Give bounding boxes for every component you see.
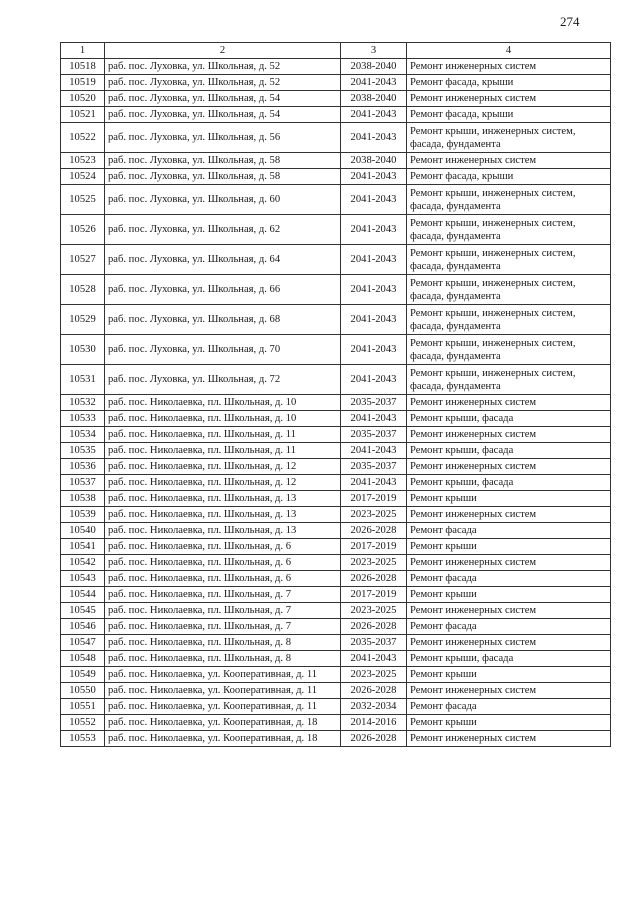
- table-row: [61, 185, 611, 215]
- cell-period: 2035-2037: [341, 427, 407, 443]
- cell-number: 10538: [61, 491, 105, 507]
- cell-work: Ремонт фасада, крыши: [407, 75, 611, 91]
- cell-number: 10525: [61, 185, 105, 215]
- cell-work: Ремонт крыши: [407, 667, 611, 683]
- cell-period: 2023-2025: [341, 507, 407, 523]
- cell-work: Ремонт крыши: [407, 587, 611, 603]
- cell-number: 10518: [61, 59, 105, 75]
- cell-address: раб. пос. Николаевка, пл. Школьная, д. 6: [105, 555, 341, 571]
- table-row: [61, 651, 611, 667]
- table-row: [61, 275, 611, 305]
- cell-number: 10526: [61, 215, 105, 245]
- cell-number: 10552: [61, 715, 105, 731]
- cell-work: Ремонт крыши, инженерных систем, фасада, фундамента: [407, 335, 611, 365]
- table-row: [61, 619, 611, 635]
- cell-number: 10535: [61, 443, 105, 459]
- cell-address: раб. пос. Луховка, ул. Школьная, д. 52: [105, 59, 341, 75]
- cell-number: 10522: [61, 123, 105, 153]
- cell-work: Ремонт крыши: [407, 715, 611, 731]
- cell-address: раб. пос. Николаевка, пл. Школьная, д. 13: [105, 507, 341, 523]
- table-row: [61, 699, 611, 715]
- table-row: [61, 411, 611, 427]
- table-row: [61, 245, 611, 275]
- cell-address: раб. пос. Николаевка, пл. Школьная, д. 10: [105, 411, 341, 427]
- cell-work: Ремонт крыши, фасада: [407, 475, 611, 491]
- cell-period: 2014-2016: [341, 715, 407, 731]
- cell-period: 2041-2043: [341, 75, 407, 91]
- table-row: [61, 443, 611, 459]
- table-row: [61, 365, 611, 395]
- table-row: [61, 715, 611, 731]
- cell-period: 2026-2028: [341, 731, 407, 747]
- table-row: [61, 587, 611, 603]
- cell-work: Ремонт инженерных систем: [407, 555, 611, 571]
- cell-address: раб. пос. Луховка, ул. Школьная, д. 66: [105, 275, 341, 305]
- cell-number: 10530: [61, 335, 105, 365]
- table-row: [61, 539, 611, 555]
- table-header: [61, 43, 611, 59]
- cell-period: 2017-2019: [341, 587, 407, 603]
- cell-address: раб. пос. Николаевка, ул. Кооперативная, д. 11: [105, 683, 341, 699]
- cell-number: 10520: [61, 91, 105, 107]
- table-row: [61, 731, 611, 747]
- cell-work: Ремонт крыши, инженерных систем, фасада, фундамента: [407, 123, 611, 153]
- cell-work: Ремонт инженерных систем: [407, 59, 611, 75]
- table-row: [61, 153, 611, 169]
- cell-address: раб. пос. Николаевка, пл. Школьная, д. 13: [105, 523, 341, 539]
- cell-address: раб. пос. Николаевка, пл. Школьная, д. 6: [105, 539, 341, 555]
- cell-period: 2041-2043: [341, 169, 407, 185]
- cell-period: 2041-2043: [341, 107, 407, 123]
- table-row: [61, 59, 611, 75]
- column-header-period: 3: [341, 43, 407, 59]
- cell-work: Ремонт крыши, инженерных систем, фасада, фундамента: [407, 185, 611, 215]
- page-number: 274: [560, 14, 580, 29]
- table-row: [61, 91, 611, 107]
- cell-number: 10547: [61, 635, 105, 651]
- cell-period: 2023-2025: [341, 603, 407, 619]
- table-row: [61, 107, 611, 123]
- cell-number: 10549: [61, 667, 105, 683]
- cell-work: Ремонт крыши, инженерных систем, фасада, фундамента: [407, 305, 611, 335]
- table-row: [61, 475, 611, 491]
- cell-work: Ремонт фасада, крыши: [407, 107, 611, 123]
- cell-address: раб. пос. Луховка, ул. Школьная, д. 60: [105, 185, 341, 215]
- cell-work: Ремонт инженерных систем: [407, 153, 611, 169]
- cell-address: раб. пос. Николаевка, пл. Школьная, д. 7: [105, 603, 341, 619]
- cell-address: раб. пос. Николаевка, ул. Кооперативная, д. 11: [105, 699, 341, 715]
- cell-work: Ремонт инженерных систем: [407, 635, 611, 651]
- cell-period: 2041-2043: [341, 305, 407, 335]
- cell-number: 10524: [61, 169, 105, 185]
- cell-period: 2017-2019: [341, 491, 407, 507]
- cell-period: 2041-2043: [341, 443, 407, 459]
- cell-number: 10537: [61, 475, 105, 491]
- cell-period: 2041-2043: [341, 245, 407, 275]
- column-header-number: 1: [61, 43, 105, 59]
- cell-number: 10548: [61, 651, 105, 667]
- cell-number: 10533: [61, 411, 105, 427]
- table-row: [61, 395, 611, 411]
- cell-address: раб. пос. Луховка, ул. Школьная, д. 72: [105, 365, 341, 395]
- cell-address: раб. пос. Николаевка, пл. Школьная, д. 13: [105, 491, 341, 507]
- cell-period: 2038-2040: [341, 59, 407, 75]
- table-row: [61, 123, 611, 153]
- table-row: [61, 571, 611, 587]
- cell-number: 10545: [61, 603, 105, 619]
- column-header-address: 2: [105, 43, 341, 59]
- cell-number: 10532: [61, 395, 105, 411]
- cell-address: раб. пос. Луховка, ул. Школьная, д. 54: [105, 91, 341, 107]
- cell-number: 10519: [61, 75, 105, 91]
- cell-work: Ремонт инженерных систем: [407, 507, 611, 523]
- cell-number: 10540: [61, 523, 105, 539]
- cell-address: раб. пос. Николаевка, пл. Школьная, д. 8: [105, 635, 341, 651]
- cell-work: Ремонт крыши, инженерных систем, фасада, фундамента: [407, 365, 611, 395]
- cell-number: 10542: [61, 555, 105, 571]
- cell-address: раб. пос. Николаевка, пл. Школьная, д. 11: [105, 443, 341, 459]
- cell-address: раб. пос. Николаевка, ул. Кооперативная, д. 18: [105, 715, 341, 731]
- cell-work: Ремонт крыши, инженерных систем, фасада, фундамента: [407, 215, 611, 245]
- table-row: [61, 169, 611, 185]
- cell-period: 2041-2043: [341, 185, 407, 215]
- cell-period: 2041-2043: [341, 475, 407, 491]
- table-row: [61, 305, 611, 335]
- cell-address: раб. пос. Луховка, ул. Школьная, д. 52: [105, 75, 341, 91]
- cell-address: раб. пос. Луховка, ул. Школьная, д. 64: [105, 245, 341, 275]
- cell-work: Ремонт инженерных систем: [407, 459, 611, 475]
- cell-address: раб. пос. Николаевка, пл. Школьная, д. 7: [105, 587, 341, 603]
- cell-period: 2035-2037: [341, 395, 407, 411]
- cell-period: 2038-2040: [341, 91, 407, 107]
- cell-work: Ремонт фасада, крыши: [407, 169, 611, 185]
- cell-work: Ремонт фасада: [407, 619, 611, 635]
- cell-period: 2041-2043: [341, 335, 407, 365]
- cell-address: раб. пос. Николаевка, пл. Школьная, д. 7: [105, 619, 341, 635]
- cell-address: раб. пос. Николаевка, пл. Школьная, д. 6: [105, 571, 341, 587]
- cell-address: раб. пос. Луховка, ул. Школьная, д. 56: [105, 123, 341, 153]
- cell-work: Ремонт крыши, инженерных систем, фасада, фундамента: [407, 275, 611, 305]
- cell-work: Ремонт крыши: [407, 539, 611, 555]
- cell-address: раб. пос. Николаевка, пл. Школьная, д. 12: [105, 475, 341, 491]
- cell-work: Ремонт фасада: [407, 571, 611, 587]
- cell-work: Ремонт инженерных систем: [407, 395, 611, 411]
- cell-period: 2035-2037: [341, 459, 407, 475]
- cell-work: Ремонт инженерных систем: [407, 683, 611, 699]
- table-row: [61, 75, 611, 91]
- cell-number: 10539: [61, 507, 105, 523]
- cell-work: Ремонт инженерных систем: [407, 91, 611, 107]
- cell-number: 10528: [61, 275, 105, 305]
- cell-number: 10553: [61, 731, 105, 747]
- table-row: [61, 491, 611, 507]
- cell-work: Ремонт крыши, фасада: [407, 443, 611, 459]
- cell-number: 10550: [61, 683, 105, 699]
- cell-period: 2023-2025: [341, 667, 407, 683]
- cell-address: раб. пос. Николаевка, ул. Кооперативная, д. 18: [105, 731, 341, 747]
- cell-period: 2026-2028: [341, 523, 407, 539]
- table-row: [61, 335, 611, 365]
- cell-number: 10521: [61, 107, 105, 123]
- cell-number: 10543: [61, 571, 105, 587]
- cell-work: Ремонт инженерных систем: [407, 603, 611, 619]
- cell-address: раб. пос. Луховка, ул. Школьная, д. 62: [105, 215, 341, 245]
- cell-work: Ремонт крыши, инженерных систем, фасада, фундамента: [407, 245, 611, 275]
- cell-number: 10544: [61, 587, 105, 603]
- cell-period: 2038-2040: [341, 153, 407, 169]
- cell-period: 2041-2043: [341, 215, 407, 245]
- cell-work: Ремонт инженерных систем: [407, 731, 611, 747]
- cell-address: раб. пос. Николаевка, пл. Школьная, д. 11: [105, 427, 341, 443]
- cell-number: 10536: [61, 459, 105, 475]
- cell-period: 2026-2028: [341, 571, 407, 587]
- cell-work: Ремонт крыши: [407, 491, 611, 507]
- cell-work: Ремонт фасада: [407, 699, 611, 715]
- table-row: [61, 555, 611, 571]
- table-row: [61, 459, 611, 475]
- cell-number: 10527: [61, 245, 105, 275]
- cell-work: Ремонт инженерных систем: [407, 427, 611, 443]
- table-row: [61, 603, 611, 619]
- repair-schedule-table: [60, 42, 611, 747]
- column-header-work: 4: [407, 43, 611, 59]
- cell-number: 10546: [61, 619, 105, 635]
- cell-work: Ремонт крыши, фасада: [407, 411, 611, 427]
- cell-address: раб. пос. Николаевка, пл. Школьная, д. 12: [105, 459, 341, 475]
- cell-number: 10551: [61, 699, 105, 715]
- cell-number: 10523: [61, 153, 105, 169]
- cell-address: раб. пос. Луховка, ул. Школьная, д. 54: [105, 107, 341, 123]
- table-row: [61, 667, 611, 683]
- cell-period: 2032-2034: [341, 699, 407, 715]
- cell-address: раб. пос. Николаевка, ул. Кооперативная, д. 11: [105, 667, 341, 683]
- cell-number: 10534: [61, 427, 105, 443]
- cell-period: 2041-2043: [341, 365, 407, 395]
- cell-number: 10531: [61, 365, 105, 395]
- cell-address: раб. пос. Николаевка, пл. Школьная, д. 10: [105, 395, 341, 411]
- table-row: [61, 427, 611, 443]
- cell-address: раб. пос. Луховка, ул. Школьная, д. 70: [105, 335, 341, 365]
- table-row: [61, 683, 611, 699]
- cell-period: 2026-2028: [341, 619, 407, 635]
- cell-address: раб. пос. Николаевка, пл. Школьная, д. 8: [105, 651, 341, 667]
- table-row: [61, 215, 611, 245]
- cell-number: 10529: [61, 305, 105, 335]
- table-body: [61, 59, 611, 747]
- cell-address: раб. пос. Луховка, ул. Школьная, д. 58: [105, 169, 341, 185]
- cell-address: раб. пос. Луховка, ул. Школьная, д. 58: [105, 153, 341, 169]
- cell-period: 2026-2028: [341, 683, 407, 699]
- table-row: [61, 635, 611, 651]
- cell-period: 2017-2019: [341, 539, 407, 555]
- cell-work: Ремонт фасада: [407, 523, 611, 539]
- cell-period: 2035-2037: [341, 635, 407, 651]
- cell-period: 2041-2043: [341, 411, 407, 427]
- cell-address: раб. пос. Луховка, ул. Школьная, д. 68: [105, 305, 341, 335]
- cell-work: Ремонт крыши, фасада: [407, 651, 611, 667]
- table-row: [61, 507, 611, 523]
- cell-number: 10541: [61, 539, 105, 555]
- cell-period: 2023-2025: [341, 555, 407, 571]
- cell-period: 2041-2043: [341, 123, 407, 153]
- cell-period: 2041-2043: [341, 275, 407, 305]
- cell-period: 2041-2043: [341, 651, 407, 667]
- table-row: [61, 523, 611, 539]
